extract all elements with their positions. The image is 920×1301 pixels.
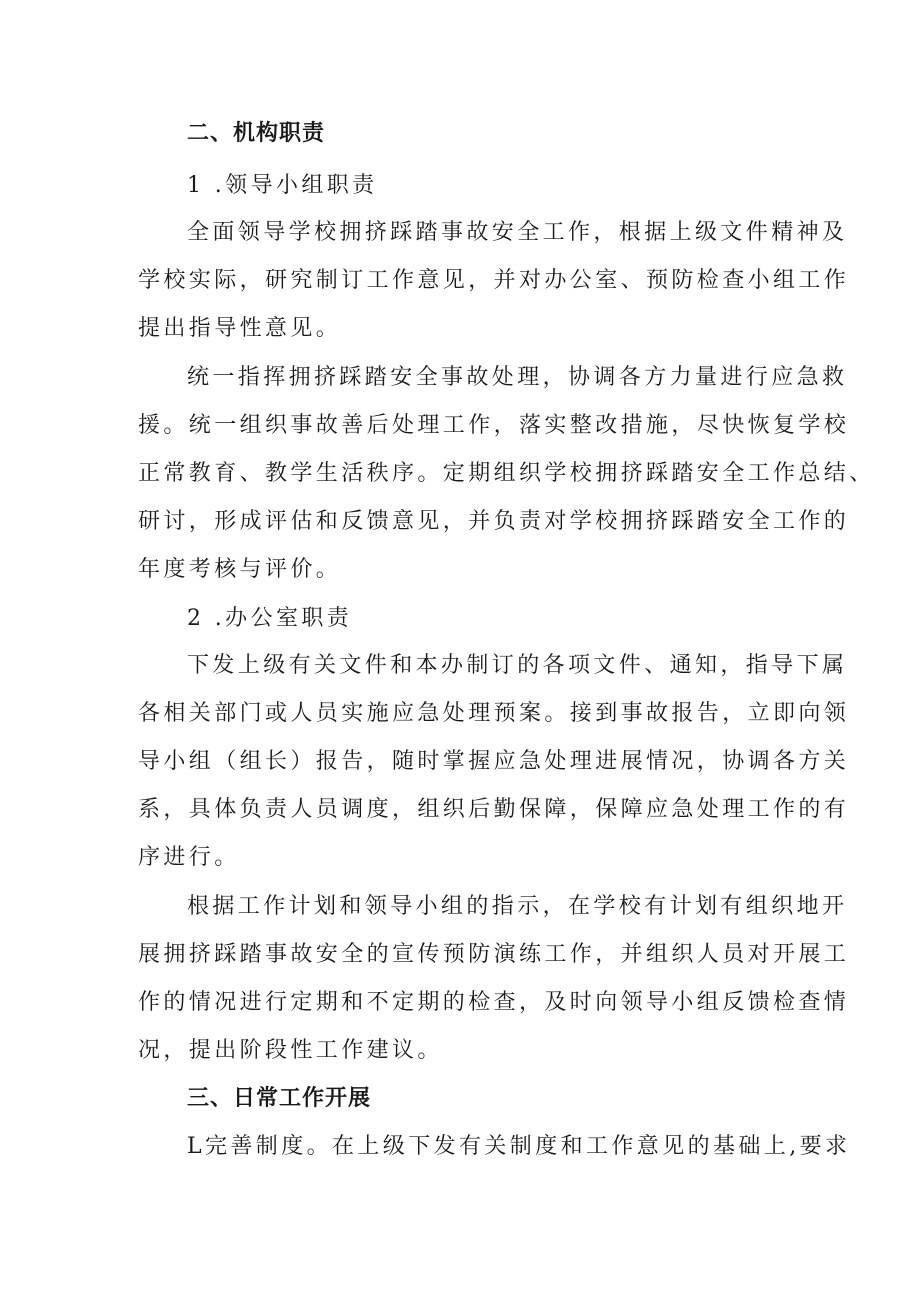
paragraph-4-line-4: 况，提出阶段性工作建议。 bbox=[138, 1038, 443, 1063]
paragraph-3-line-1: 下发上级有关文件和本办制订的各项文件、通知，指导下属 bbox=[187, 653, 848, 678]
paragraph-3-line-3: 导小组（组长）报告，随时掌握应急处理进展情况，协调各方关 bbox=[138, 749, 850, 774]
paragraph-3-line-2: 各相关部门或人员实施应急处理预案。接到事故报告，立即向领 bbox=[138, 701, 850, 726]
paragraph-1-line-2: 学校实际，研究制订工作意见，并对办公室、预防检查小组工作 bbox=[138, 268, 850, 293]
section-heading-2: 二、机构职责 bbox=[187, 121, 326, 146]
paragraph-3-line-5: 序进行。 bbox=[138, 845, 240, 870]
section-heading-3: 三、日常工作开展 bbox=[187, 1086, 372, 1111]
subsection-title-1: 1 .领导小组职责 bbox=[187, 173, 378, 198]
paragraph-4-line-3: 作的情况进行定期和不定期的检查，及时向领导小组反馈检查情 bbox=[138, 990, 850, 1015]
paragraph-2-line-4: 研讨，形成评估和反馈意见，并负责对学校拥挤踩踏安全工作的 bbox=[138, 509, 850, 534]
paragraph-1-line-1: 全面领导学校拥挤踩踏事故安全工作，根据上级文件精神及 bbox=[187, 220, 848, 245]
subsection-title-2: 2 .办公室职责 bbox=[187, 606, 353, 631]
paragraph-4-line-1: 根据工作计划和领导小组的指示，在学校有计划有组织地开 bbox=[187, 894, 848, 919]
paragraph-5-line-1: L完善制度。在上级下发有关制度和工作意见的基础上,要求 bbox=[187, 1134, 851, 1159]
paragraph-2-line-3: 正常教育、教学生活秩序。定期组织学校拥挤踩踏安全工作总结、 bbox=[138, 461, 875, 486]
paragraph-4-line-2: 展拥挤踩踏事故安全的宣传预防演练工作，并组织人员对开展工 bbox=[138, 942, 850, 967]
paragraph-1-line-3: 提出指导性意见。 bbox=[138, 316, 342, 341]
paragraph-3-line-4: 系，具体负责人员调度，组织后勤保障，保障应急处理工作的有 bbox=[138, 797, 850, 822]
paragraph-2-line-1: 统一指挥拥挤踩踏安全事故处理，协调各方力量进行应急救 bbox=[187, 365, 848, 390]
paragraph-2-line-2: 援。统一组织事故善后处理工作，落实整改措施，尽快恢复学校 bbox=[138, 413, 850, 438]
paragraph-2-line-5: 年度考核与评价。 bbox=[138, 557, 342, 582]
